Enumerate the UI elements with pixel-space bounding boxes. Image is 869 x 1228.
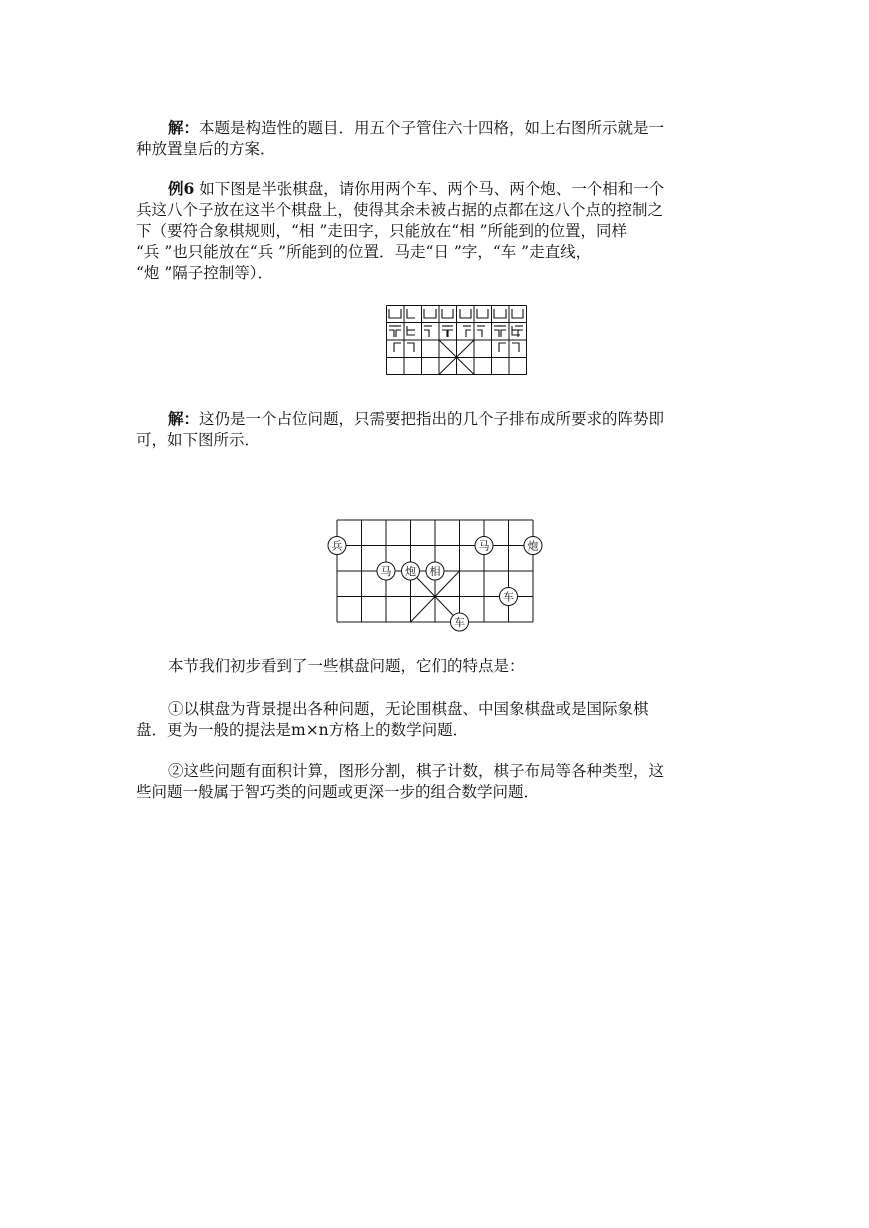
piece-cannon (402, 562, 420, 580)
piece-label: 兵 (331, 539, 343, 553)
piece-chariot (451, 613, 469, 631)
piece-horse (377, 562, 395, 580)
half-chessboard-solution (327, 512, 547, 636)
example-line: 例6 如下图是半张棋盘，请你用两个车、两个马、两个炮、一个相和一个 (168, 179, 665, 198)
piece-label: 相 (429, 565, 441, 578)
piece-label: 马 (380, 565, 392, 578)
solution-paragraph-1 (136, 117, 744, 160)
summary-line: 盘．更为一般的提法是m×n方格上的数学问题． (136, 721, 469, 739)
solution-label: 解： (168, 118, 200, 137)
example-6-paragraph (136, 178, 744, 284)
solution-line: 解：本题是构造性的题目．用五个子管住六十四格，如上右图所示就是一 (168, 118, 665, 137)
solution-line: 可，如下图所示． (136, 431, 261, 449)
piece-label: 炮 (527, 539, 539, 553)
piece-label: 马 (478, 539, 490, 553)
piece-pawn (328, 537, 346, 555)
summary-line: ①以棋盘为背景提出各种问题，无论围棋盘、中国象棋盘或是国际象棋 (168, 700, 649, 718)
piece-horse (475, 537, 493, 555)
solution-line: 解：这仍是一个占位问题，只需要把指出的几个子排布成所要求的阵势即 (168, 409, 665, 428)
summary-line: 些问题一般属于智巧类的问题或更深一步的组合数学问题． (136, 783, 540, 801)
summary-point-1 (136, 699, 744, 741)
piece-chariot (500, 588, 518, 606)
summary-point-2 (136, 761, 744, 803)
example-line: 兵这八个子放在这半个棋盘上，使得其余未被占据的点都在这八个点的控制之 (136, 201, 664, 219)
example-line: 下（要符合象棋规则，“相 ”走田字，只能放在“相 ”所能到的位置，同样 (136, 222, 628, 240)
piece-cannon (524, 537, 542, 555)
piece-label: 车 (454, 616, 465, 629)
summary-intro-line: 本节我们初步看到了一些棋盘问题，它们的特点是： (168, 657, 525, 675)
piece-label: 车 (503, 590, 514, 604)
half-chessboard-empty (386, 305, 527, 375)
solution-line: 种放置皇后的方案． (136, 140, 276, 158)
example-label: 例6 (168, 179, 195, 198)
piece-label: 炮 (405, 565, 416, 578)
solution-paragraph-2 (136, 408, 744, 451)
summary-intro (136, 656, 744, 677)
example-line: “兵 ”也只能放在“兵 ”所能到的位置．马走“日 ”字，“车 ”走直线， (136, 243, 592, 261)
piece-elephant (426, 562, 444, 580)
example-line: “炮 ”隔子控制等）． (136, 264, 274, 282)
summary-line: ②这些问题有面积计算，图形分割，棋子计数，棋子布局等各种类型，这 (168, 762, 665, 780)
solution-label: 解： (168, 409, 200, 428)
